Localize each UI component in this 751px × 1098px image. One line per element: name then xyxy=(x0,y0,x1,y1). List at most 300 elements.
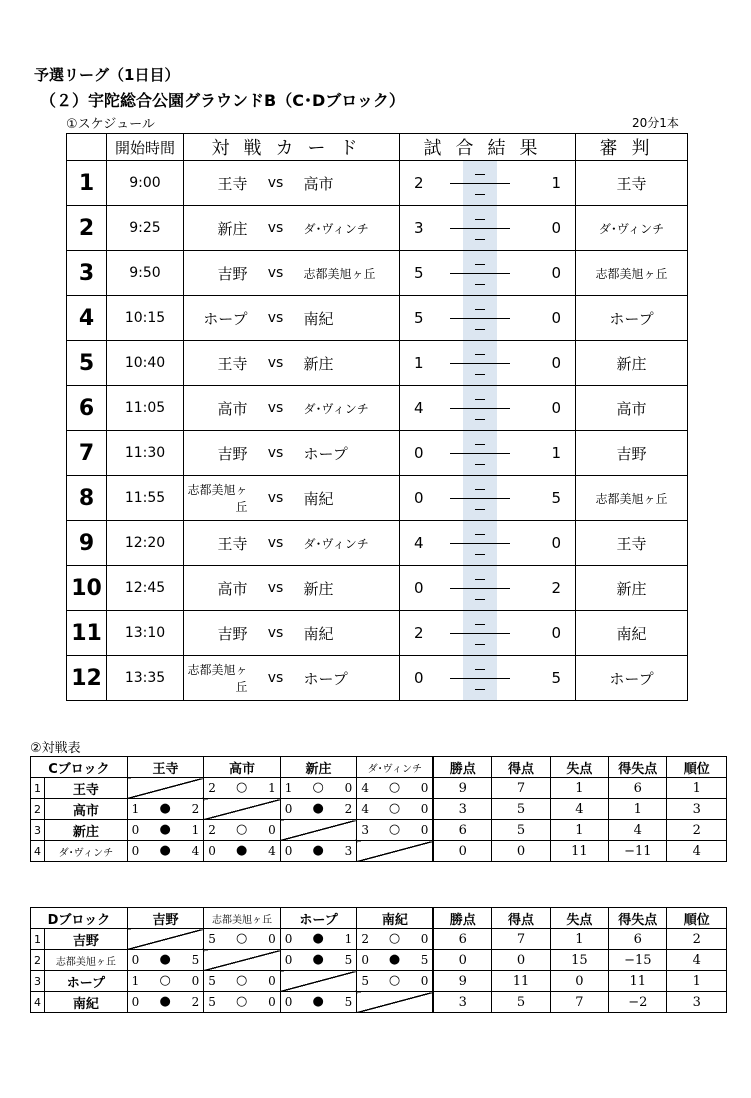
loss-mark-icon: ● xyxy=(159,994,171,1009)
team-name: 新庄 xyxy=(45,820,128,841)
score-separator xyxy=(438,251,522,296)
win-mark-icon: ○ xyxy=(312,780,324,795)
vs-label: vs xyxy=(252,611,300,656)
stat-header: 得失点 xyxy=(609,908,667,929)
referee: 南紀 xyxy=(576,611,688,656)
loss-mark-icon: ● xyxy=(159,822,171,837)
team-b: ホープ xyxy=(300,431,400,476)
stat-value: 1 xyxy=(667,971,727,992)
team-b: 南紀 xyxy=(300,296,400,341)
win-mark-icon: ○ xyxy=(388,822,401,837)
opponent-header: 志都美旭ヶ丘 xyxy=(204,908,281,929)
row-index: 2 xyxy=(31,799,45,820)
match-time: 9:00 xyxy=(107,161,184,206)
schedule-row xyxy=(67,656,688,701)
team-a: 志都美旭ヶ丘 xyxy=(184,656,252,701)
score-line xyxy=(450,228,510,229)
team-a: 王寺 xyxy=(184,521,252,566)
self-match-cell xyxy=(127,778,204,799)
score-separator xyxy=(438,386,522,431)
block-header-row xyxy=(31,757,727,778)
match-time: 10:40 xyxy=(107,341,184,386)
loss-mark-icon: ● xyxy=(159,801,171,816)
goals-for: 0 xyxy=(131,995,140,1009)
team-b: ダ･ヴィンチ xyxy=(300,521,400,566)
result-cell xyxy=(280,778,357,799)
block-name: Dブロック xyxy=(31,908,128,929)
referee: 志都美旭ヶ丘 xyxy=(576,476,688,521)
score-dash xyxy=(475,264,485,265)
team-name: 志都美旭ヶ丘 xyxy=(45,950,128,971)
schedule-row xyxy=(67,296,688,341)
team-a: 王寺 xyxy=(184,341,252,386)
score-dash xyxy=(475,599,485,600)
team-b: ダ･ヴィンチ xyxy=(300,206,400,251)
win-mark-icon: ○ xyxy=(235,931,248,946)
referee: 高市 xyxy=(576,386,688,431)
score-a: 2 xyxy=(400,611,438,656)
result-cell xyxy=(280,950,357,971)
score-b: 1 xyxy=(522,431,576,476)
match-number: 4 xyxy=(67,296,107,341)
stat-value: 1 xyxy=(550,778,608,799)
match-time: 11:05 xyxy=(107,386,184,431)
score-separator xyxy=(438,521,522,566)
block-d-table xyxy=(30,907,727,1013)
result-cell xyxy=(127,820,204,841)
score-line xyxy=(450,588,510,589)
stat-value: 1 xyxy=(667,778,727,799)
vs-label: vs xyxy=(252,476,300,521)
self-match-cell xyxy=(280,820,357,841)
stat-value: 9 xyxy=(433,778,491,799)
team-a: 高市 xyxy=(184,386,252,431)
score-dash xyxy=(475,534,485,535)
score-b: 0 xyxy=(522,296,576,341)
goals-for: 2 xyxy=(208,781,216,795)
score-separator xyxy=(438,611,522,656)
schedule-row xyxy=(67,341,688,386)
score-dash xyxy=(475,554,485,555)
vs-label: vs xyxy=(252,431,300,476)
team-b: ダ･ヴィンチ xyxy=(300,386,400,431)
result-cell xyxy=(127,971,204,992)
stat-value: 11 xyxy=(550,841,608,862)
team-a: 吉野 xyxy=(184,611,252,656)
score-b: 1 xyxy=(522,161,576,206)
result-cell xyxy=(357,820,434,841)
score-line xyxy=(450,453,510,454)
team-b: 南紀 xyxy=(300,611,400,656)
score-separator xyxy=(438,431,522,476)
block-row xyxy=(31,950,727,971)
stat-value: 5 xyxy=(492,820,550,841)
block-row xyxy=(31,778,727,799)
stat-value: 6 xyxy=(609,929,667,950)
score-b: 0 xyxy=(522,386,576,431)
team-name: 吉野 xyxy=(45,929,128,950)
row-index: 1 xyxy=(31,929,45,950)
goals-for: 0 xyxy=(284,802,293,816)
page-title: 予選リーグ（1日目） xyxy=(34,66,180,84)
row-index: 4 xyxy=(31,841,45,862)
loss-mark-icon: ● xyxy=(159,843,171,858)
team-b: ホープ xyxy=(300,656,400,701)
stat-value: 1 xyxy=(609,799,667,820)
referee: ダ･ヴィンチ xyxy=(576,206,688,251)
loss-mark-icon: ● xyxy=(312,801,324,816)
match-number: 8 xyxy=(67,476,107,521)
score-separator xyxy=(438,341,522,386)
stat-value: −2 xyxy=(609,992,667,1013)
referee: ホープ xyxy=(576,656,688,701)
result-cell xyxy=(357,950,434,971)
match-number: 3 xyxy=(67,251,107,296)
stat-value: 7 xyxy=(492,929,550,950)
stat-value: 1 xyxy=(550,929,608,950)
header-result: 試合結果 xyxy=(400,134,576,161)
vs-label: vs xyxy=(252,206,300,251)
match-number: 9 xyxy=(67,521,107,566)
score-line xyxy=(450,543,510,544)
team-name: 王寺 xyxy=(45,778,128,799)
referee: 王寺 xyxy=(576,161,688,206)
score-separator xyxy=(438,656,522,701)
goals-against: 4 xyxy=(191,844,200,858)
team-name: ダ･ヴィンチ xyxy=(45,841,128,862)
stat-value: 4 xyxy=(609,820,667,841)
score-line xyxy=(450,498,510,499)
goals-for: 5 xyxy=(208,932,216,946)
block-row xyxy=(31,820,727,841)
score-a: 0 xyxy=(400,476,438,521)
team-b: 志都美旭ヶ丘 xyxy=(300,251,400,296)
result-cell xyxy=(357,778,434,799)
goals-for: 0 xyxy=(131,844,140,858)
block-row xyxy=(31,971,727,992)
stat-header: 得失点 xyxy=(609,757,667,778)
score-line xyxy=(450,408,510,409)
team-name: ホープ xyxy=(45,971,128,992)
team-a: 吉野 xyxy=(184,251,252,296)
stat-value: 0 xyxy=(433,841,491,862)
venue-title: （２）宇陀総合公園グラウンドB（C･Dブロック） xyxy=(40,91,405,110)
loss-mark-icon: ● xyxy=(235,843,248,858)
result-cell xyxy=(204,841,281,862)
win-mark-icon: ○ xyxy=(235,973,248,988)
match-time: 13:35 xyxy=(107,656,184,701)
schedule-row xyxy=(67,476,688,521)
stat-value: 3 xyxy=(667,992,727,1013)
block-name: Cブロック xyxy=(31,757,128,778)
score-a: 4 xyxy=(400,521,438,566)
score-b: 5 xyxy=(522,476,576,521)
result-cell xyxy=(204,992,281,1013)
stat-value: 0 xyxy=(492,950,550,971)
goals-against: 3 xyxy=(344,844,353,858)
stat-header: 失点 xyxy=(550,757,608,778)
result-cell xyxy=(204,929,281,950)
stat-value: −11 xyxy=(609,841,667,862)
block-row xyxy=(31,929,727,950)
score-line xyxy=(450,183,510,184)
stat-value: −15 xyxy=(609,950,667,971)
stat-value: 2 xyxy=(667,929,727,950)
match-time: 11:55 xyxy=(107,476,184,521)
match-time: 13:10 xyxy=(107,611,184,656)
score-separator xyxy=(438,476,522,521)
stat-value: 11 xyxy=(609,971,667,992)
opponent-header: 高市 xyxy=(204,757,281,778)
stat-header: 勝点 xyxy=(433,908,491,929)
team-a: 吉野 xyxy=(184,431,252,476)
goals-for: 0 xyxy=(131,953,140,967)
score-line xyxy=(450,318,510,319)
match-number: 12 xyxy=(67,656,107,701)
self-match-cell xyxy=(204,950,281,971)
loss-mark-icon: ● xyxy=(312,843,324,858)
result-cell xyxy=(280,992,357,1013)
vs-label: vs xyxy=(252,296,300,341)
score-dash xyxy=(475,374,485,375)
match-time: 9:50 xyxy=(107,251,184,296)
block-row xyxy=(31,992,727,1013)
score-a: 0 xyxy=(400,656,438,701)
referee: 吉野 xyxy=(576,431,688,476)
vs-label: vs xyxy=(252,566,300,611)
loss-mark-icon: ● xyxy=(312,931,324,946)
stat-value: 7 xyxy=(492,778,550,799)
goals-for: 0 xyxy=(361,953,369,967)
vs-label: vs xyxy=(252,521,300,566)
vs-label: vs xyxy=(252,161,300,206)
opponent-header: ダ･ヴィンチ xyxy=(357,757,434,778)
result-cell xyxy=(204,971,281,992)
self-match-cell xyxy=(127,929,204,950)
goals-for: 2 xyxy=(361,932,369,946)
score-dash xyxy=(475,509,485,510)
stat-header: 順位 xyxy=(667,757,727,778)
schedule-row xyxy=(67,521,688,566)
score-b: 0 xyxy=(522,251,576,296)
result-cell xyxy=(357,929,434,950)
stat-value: 3 xyxy=(667,799,727,820)
goals-against: 0 xyxy=(268,932,276,946)
opponent-header: 新庄 xyxy=(280,757,357,778)
goals-against: 5 xyxy=(344,953,353,967)
referee: ホープ xyxy=(576,296,688,341)
vs-label: vs xyxy=(252,386,300,431)
goals-for: 5 xyxy=(208,974,216,988)
team-b: 高市 xyxy=(300,161,400,206)
vs-label: vs xyxy=(252,656,300,701)
stat-header: 得点 xyxy=(492,908,550,929)
score-dash xyxy=(475,329,485,330)
row-index: 3 xyxy=(31,971,45,992)
match-duration-note: 20分1本 xyxy=(632,116,679,130)
opponent-header: 吉野 xyxy=(127,908,204,929)
block-row xyxy=(31,799,727,820)
loss-mark-icon: ● xyxy=(388,952,401,967)
goals-against: 1 xyxy=(344,932,353,946)
result-cell xyxy=(127,950,204,971)
score-dash xyxy=(475,309,485,310)
match-number: 7 xyxy=(67,431,107,476)
score-dash xyxy=(475,219,485,220)
goals-against: 2 xyxy=(344,802,353,816)
score-line xyxy=(450,273,510,274)
win-mark-icon: ○ xyxy=(235,822,248,837)
score-dash xyxy=(475,444,485,445)
match-number: 6 xyxy=(67,386,107,431)
score-separator xyxy=(438,566,522,611)
loss-mark-icon: ● xyxy=(159,952,171,967)
schedule-row xyxy=(67,206,688,251)
vs-label: vs xyxy=(252,341,300,386)
score-line xyxy=(450,633,510,634)
score-a: 4 xyxy=(400,386,438,431)
match-time: 10:15 xyxy=(107,296,184,341)
opponent-header: ホープ xyxy=(280,908,357,929)
team-b: 新庄 xyxy=(300,566,400,611)
win-mark-icon: ○ xyxy=(388,931,401,946)
goals-for: 0 xyxy=(284,953,293,967)
score-line xyxy=(450,678,510,679)
schedule-row xyxy=(67,431,688,476)
score-separator xyxy=(438,206,522,251)
score-dash xyxy=(475,284,485,285)
result-cell xyxy=(127,992,204,1013)
schedule-header-row xyxy=(67,134,688,161)
result-cell xyxy=(127,799,204,820)
match-time: 12:45 xyxy=(107,566,184,611)
opponent-header: 南紀 xyxy=(357,908,434,929)
score-dash xyxy=(475,399,485,400)
header-match-card: 対戦カード xyxy=(184,134,400,161)
team-b: 南紀 xyxy=(300,476,400,521)
goals-for: 1 xyxy=(284,781,293,795)
team-b: 新庄 xyxy=(300,341,400,386)
match-time: 9:25 xyxy=(107,206,184,251)
score-a: 3 xyxy=(400,206,438,251)
goals-against: 1 xyxy=(268,781,276,795)
stat-value: 11 xyxy=(492,971,550,992)
win-mark-icon: ○ xyxy=(235,780,248,795)
score-dash xyxy=(475,669,485,670)
row-index: 3 xyxy=(31,820,45,841)
self-match-cell xyxy=(204,799,281,820)
score-b: 5 xyxy=(522,656,576,701)
stat-value: 5 xyxy=(492,992,550,1013)
team-a: 志都美旭ヶ丘 xyxy=(184,476,252,521)
stat-value: 15 xyxy=(550,950,608,971)
goals-against: 4 xyxy=(268,844,276,858)
result-cell xyxy=(280,929,357,950)
goals-against: 5 xyxy=(344,995,353,1009)
stat-value: 0 xyxy=(550,971,608,992)
stat-value: 3 xyxy=(433,992,491,1013)
goals-against: 0 xyxy=(191,974,200,988)
stat-header: 順位 xyxy=(667,908,727,929)
goals-against: 0 xyxy=(420,974,429,988)
goals-against: 0 xyxy=(268,974,276,988)
score-dash xyxy=(475,644,485,645)
goals-for: 5 xyxy=(361,974,369,988)
stat-value: 0 xyxy=(492,841,550,862)
goals-against: 0 xyxy=(268,995,276,1009)
score-dash xyxy=(475,489,485,490)
goals-against: 5 xyxy=(191,953,200,967)
stat-value: 5 xyxy=(492,799,550,820)
referee: 志都美旭ヶ丘 xyxy=(576,251,688,296)
schedule-table xyxy=(66,133,688,701)
row-index: 4 xyxy=(31,992,45,1013)
header-start-time: 開始時間 xyxy=(107,134,184,161)
loss-mark-icon: ● xyxy=(312,994,324,1009)
score-dash xyxy=(475,689,485,690)
goals-against: 2 xyxy=(191,995,200,1009)
stat-value: 6 xyxy=(433,929,491,950)
score-dash xyxy=(475,174,485,175)
stat-value: 0 xyxy=(433,950,491,971)
score-dash xyxy=(475,239,485,240)
match-number: 10 xyxy=(67,566,107,611)
score-a: 0 xyxy=(400,566,438,611)
block-header-row xyxy=(31,908,727,929)
referee: 新庄 xyxy=(576,566,688,611)
match-time: 11:30 xyxy=(107,431,184,476)
score-a: 1 xyxy=(400,341,438,386)
stat-value: 6 xyxy=(609,778,667,799)
goals-against: 0 xyxy=(420,781,429,795)
match-time: 12:20 xyxy=(107,521,184,566)
self-match-cell xyxy=(357,841,434,862)
score-line xyxy=(450,363,510,364)
stat-value: 1 xyxy=(550,820,608,841)
score-a: 5 xyxy=(400,251,438,296)
score-b: 0 xyxy=(522,611,576,656)
result-cell xyxy=(357,799,434,820)
row-index: 2 xyxy=(31,950,45,971)
stat-value: 7 xyxy=(550,992,608,1013)
self-match-cell xyxy=(357,992,434,1013)
score-a: 5 xyxy=(400,296,438,341)
result-cell xyxy=(280,841,357,862)
stat-value: 2 xyxy=(667,820,727,841)
score-separator xyxy=(438,296,522,341)
goals-for: 1 xyxy=(131,974,140,988)
header-referee: 審判 xyxy=(576,134,688,161)
goals-for: 0 xyxy=(131,823,140,837)
referee: 王寺 xyxy=(576,521,688,566)
score-dash xyxy=(475,579,485,580)
goals-for: 0 xyxy=(208,844,216,858)
win-mark-icon: ○ xyxy=(388,973,401,988)
stat-value: 9 xyxy=(433,971,491,992)
goals-against: 5 xyxy=(420,953,429,967)
score-dash xyxy=(475,354,485,355)
goals-for: 5 xyxy=(208,995,216,1009)
goals-for: 2 xyxy=(208,823,216,837)
stat-header: 失点 xyxy=(550,908,608,929)
self-match-cell xyxy=(280,971,357,992)
result-cell xyxy=(204,778,281,799)
team-a: 王寺 xyxy=(184,161,252,206)
block-c-table xyxy=(30,756,727,862)
team-name: 南紀 xyxy=(45,992,128,1013)
goals-against: 0 xyxy=(420,802,429,816)
stat-value: 3 xyxy=(433,799,491,820)
